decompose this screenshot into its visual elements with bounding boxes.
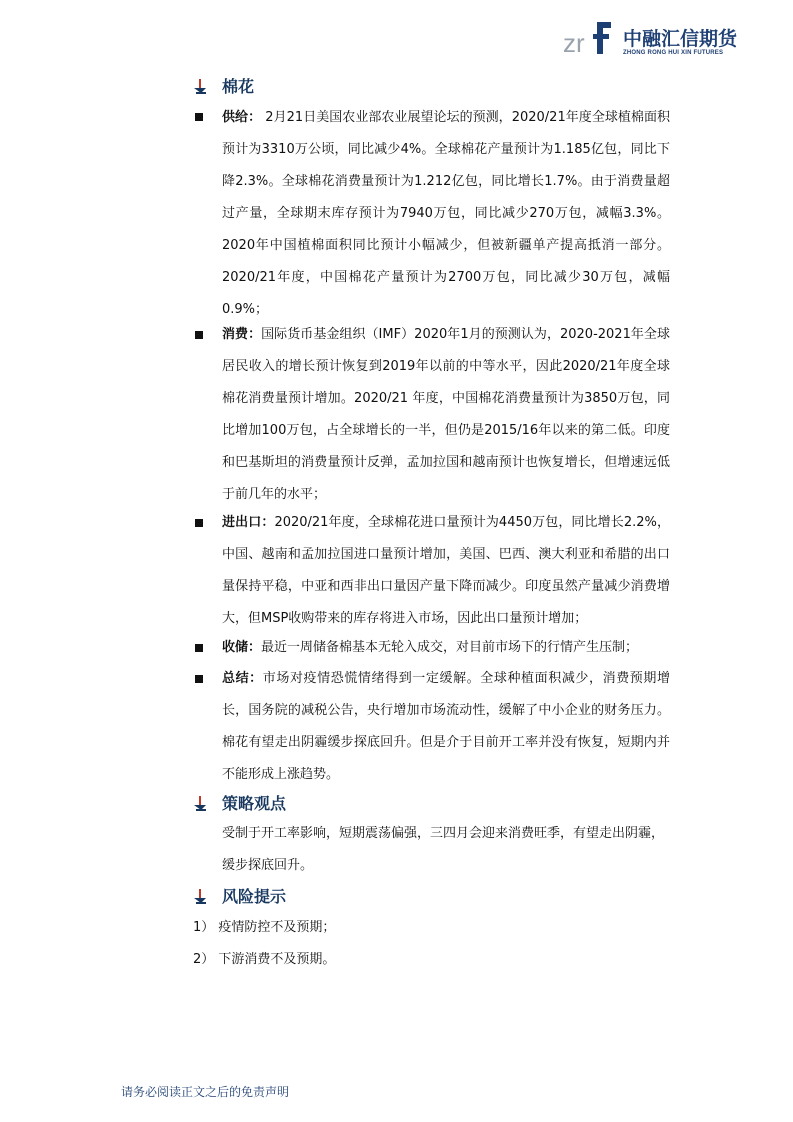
text-supply: 2月21日美国农业部农业展望论坛的预测，2020/21年度全球植棉面积预计为3310万公顷，同比减少4%。全球棉花产量预计为1.185亿包，同比下降2.3%。全球棉花消费量预计为1.212亿包，同比增长1.7%。由于消费量超过产量，全球期末库存预计为7940万包，同比减少270万包，减幅3.3%。2020年中国植棉面积同比预计小幅减少，但被新疆单产提高抵消一部分。2020/21年度，中国棉花产量预计为2700万包，同比减少30万包，减幅0.9%；	[222, 110, 670, 317]
zrf-logo-icon	[563, 18, 623, 60]
flag-marker-icon	[194, 796, 208, 812]
list-item: 2） 下游消费不及预期。	[193, 952, 336, 967]
paragraph-summary	[222, 663, 670, 791]
label-summary: 总结：	[222, 671, 263, 686]
section-title: 策略观点	[222, 794, 287, 813]
company-logo	[563, 18, 743, 62]
text-consumption: 国际货币基金组织（IMF）2020年1月的预测认为，2020-2021年全球居民收入的增长预计恢复到2019年以前的中等水平，因此2020/21年度全球棉花消费量预计增加。2020/21 年度，中国棉花消费量预计为3850万包，同比增加100万包，占全球增长的一半，但仍是2015/16年以来的第二低。印度和巴基斯坦的消费量预计反弹，孟加拉国和越南预计也恢复增长，但增速远低于前几年的水平；	[222, 327, 670, 502]
square-bullet-icon	[195, 113, 203, 121]
text-summary: 市场对疫情恐慌情绪得到一定缓解。全球种植面积减少，消费预期增长，国务院的减税公告，央行增加市场流动性，缓解了中小企业的财务压力。棉花有望走出阴霾缓步探底回升。但是介于目前开工率并没有恢复，短期内并不能形成上涨趋势。	[222, 671, 670, 782]
paragraph-trade	[222, 507, 670, 635]
text-storage: 最近一周储备棉基本无轮入成交，对目前市场下的行情产生压制；	[261, 640, 639, 655]
list-item: 1） 疫情防控不及预期；	[193, 920, 336, 935]
square-bullet-icon	[195, 644, 203, 652]
disclaimer-footer: 请务必阅读正文之后的免责声明	[121, 1085, 290, 1099]
flag-marker-icon	[194, 79, 208, 95]
label-consumption: 消费：	[222, 327, 262, 342]
paragraph-consumption	[222, 319, 670, 511]
logo-company-name: 中融汇信期货	[623, 28, 738, 50]
paragraph-supply	[222, 102, 670, 326]
section-title: 风险提示	[222, 887, 287, 906]
section-title: 棉花	[222, 77, 255, 96]
text-trade: 2020/21年度，全球棉花进口量预计为4450万包，同比增长2.2%，中国、越南和孟加拉国进口量预计增加，美国、巴西、澳大利亚和希腊的出口量保持平稳，中亚和西非出口量因产量下降而减少。印度虽然产量减少消费增大，但MSP收购带来的库存将进入市场，因此出口量预计增加；	[222, 515, 670, 626]
logo-company-name-en: ZHONG RONG HUI XIN FUTURES	[623, 50, 724, 56]
square-bullet-icon	[195, 331, 203, 339]
paragraph-strategy: 受制于开工率影响，短期震荡偏强，三四月会迎来消费旺季，有望走出阴霾，缓步探底回升。	[222, 826, 665, 873]
square-bullet-icon	[195, 675, 203, 683]
label-trade: 进出口：	[222, 515, 275, 530]
svg-text:zr: zr	[563, 28, 585, 58]
flag-marker-icon	[194, 889, 208, 905]
label-storage: 收储：	[222, 640, 262, 655]
label-supply: 供给：	[222, 110, 262, 125]
paragraph-storage	[222, 632, 670, 664]
square-bullet-icon	[195, 519, 203, 527]
